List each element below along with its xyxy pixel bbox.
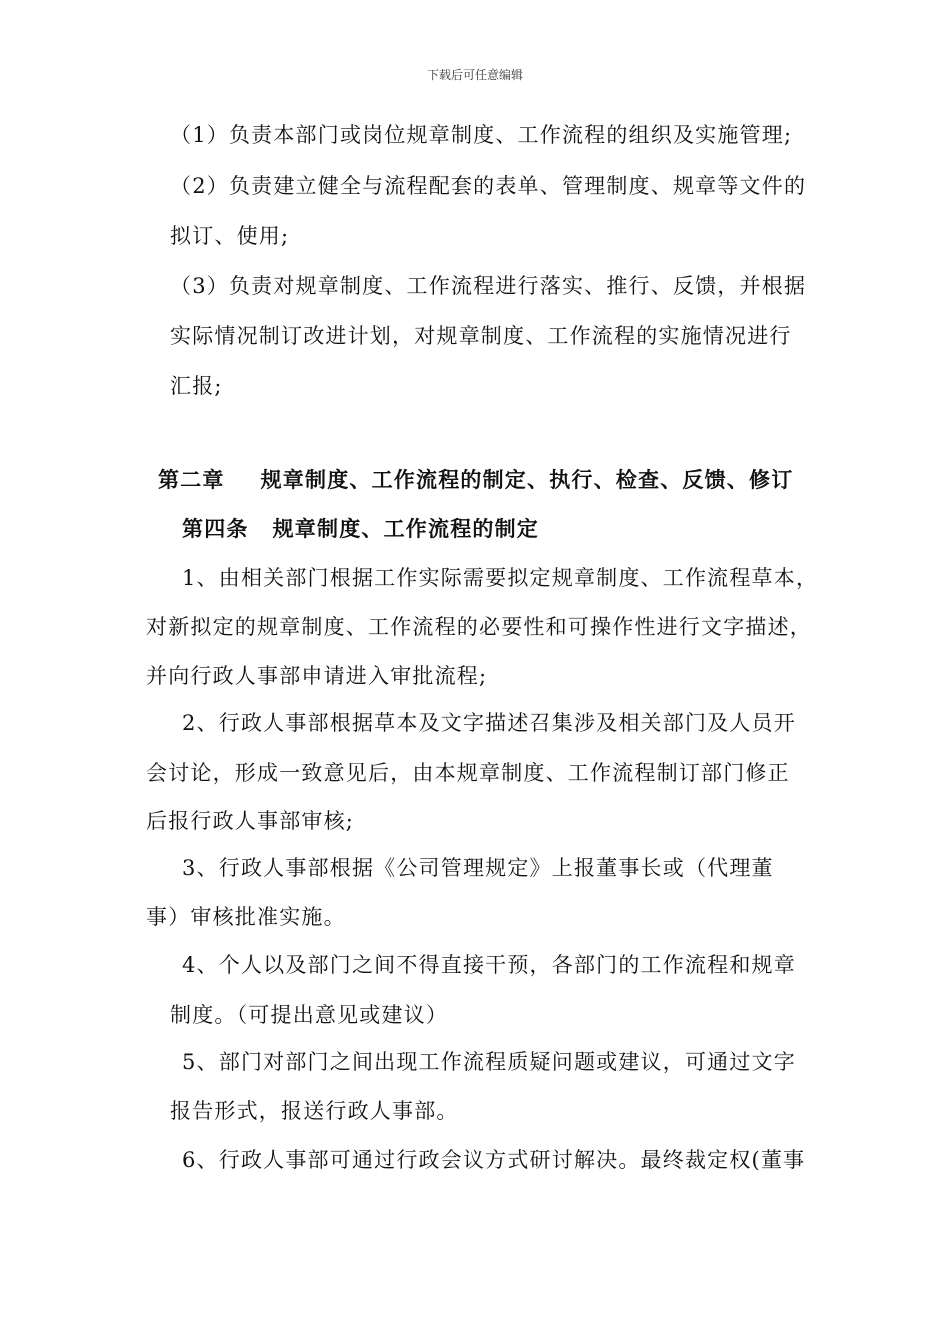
chapter-number: 第二章 bbox=[158, 467, 225, 492]
article-number: 第四条 bbox=[182, 516, 249, 541]
article-title: 规章制度、工作流程的制定 bbox=[272, 516, 540, 541]
paragraph-line: 会讨论，形成一致意见后，由本规章制度、工作流程制订部门修正 bbox=[146, 761, 790, 785]
paragraph-line: 6、行政人事部可通过行政会议方式研讨解决。最终裁定权(董事 bbox=[182, 1148, 806, 1172]
paragraph-line: 后报行政人事部审核; bbox=[146, 809, 355, 833]
paragraph-line: （3）负责对规章制度、工作流程进行落实、推行、反馈，并根据 bbox=[170, 274, 807, 298]
paragraph-line: 2、行政人事部根据草本及文字描述召集涉及相关部门及人员开 bbox=[182, 711, 796, 735]
paragraph-line: 并向行政人事部申请进入审批流程; bbox=[146, 664, 488, 688]
article-heading bbox=[182, 514, 539, 544]
chapter-title: 规章制度、工作流程的制定、执行、检查、反馈、修订 bbox=[260, 467, 794, 492]
paragraph-line: 3、行政人事部根据《公司管理规定》上报董事长或（代理董 bbox=[182, 856, 774, 880]
paragraph-line: 汇报; bbox=[170, 374, 223, 398]
paragraph-line: 实际情况制订改进计划，对规章制度、工作流程的实施情况进行 bbox=[170, 324, 792, 348]
paragraph-line: 对新拟定的规章制度、工作流程的必要性和可操作性进行文字描述， bbox=[146, 615, 812, 639]
paragraph-line: （1）负责本部门或岗位规章制度、工作流程的组织及实施管理; bbox=[170, 123, 793, 147]
chapter-heading bbox=[158, 465, 793, 495]
paragraph-line: （2）负责建立健全与流程配套的表单、管理制度、规章等文件的 bbox=[170, 174, 807, 198]
paragraph-line: 报告形式，报送行政人事部。 bbox=[170, 1099, 459, 1123]
paragraph-line: 1、由相关部门根据工作实际需要拟定规章制度、工作流程草本， bbox=[182, 566, 819, 590]
paragraph-line: 事）审核批准实施。 bbox=[146, 905, 346, 929]
page-header: 下载后可任意编辑 bbox=[426, 68, 523, 82]
paragraph-line: 5、部门对部门之间出现工作流程质疑问题或建议，可通过文字 bbox=[182, 1050, 796, 1074]
paragraph-line: 制度。（可提出意见或建议） bbox=[170, 1003, 449, 1027]
paragraph-line: 4、个人以及部门之间不得直接干预，各部门的工作流程和规章 bbox=[182, 953, 796, 977]
paragraph-line: 拟订、使用; bbox=[170, 224, 290, 248]
